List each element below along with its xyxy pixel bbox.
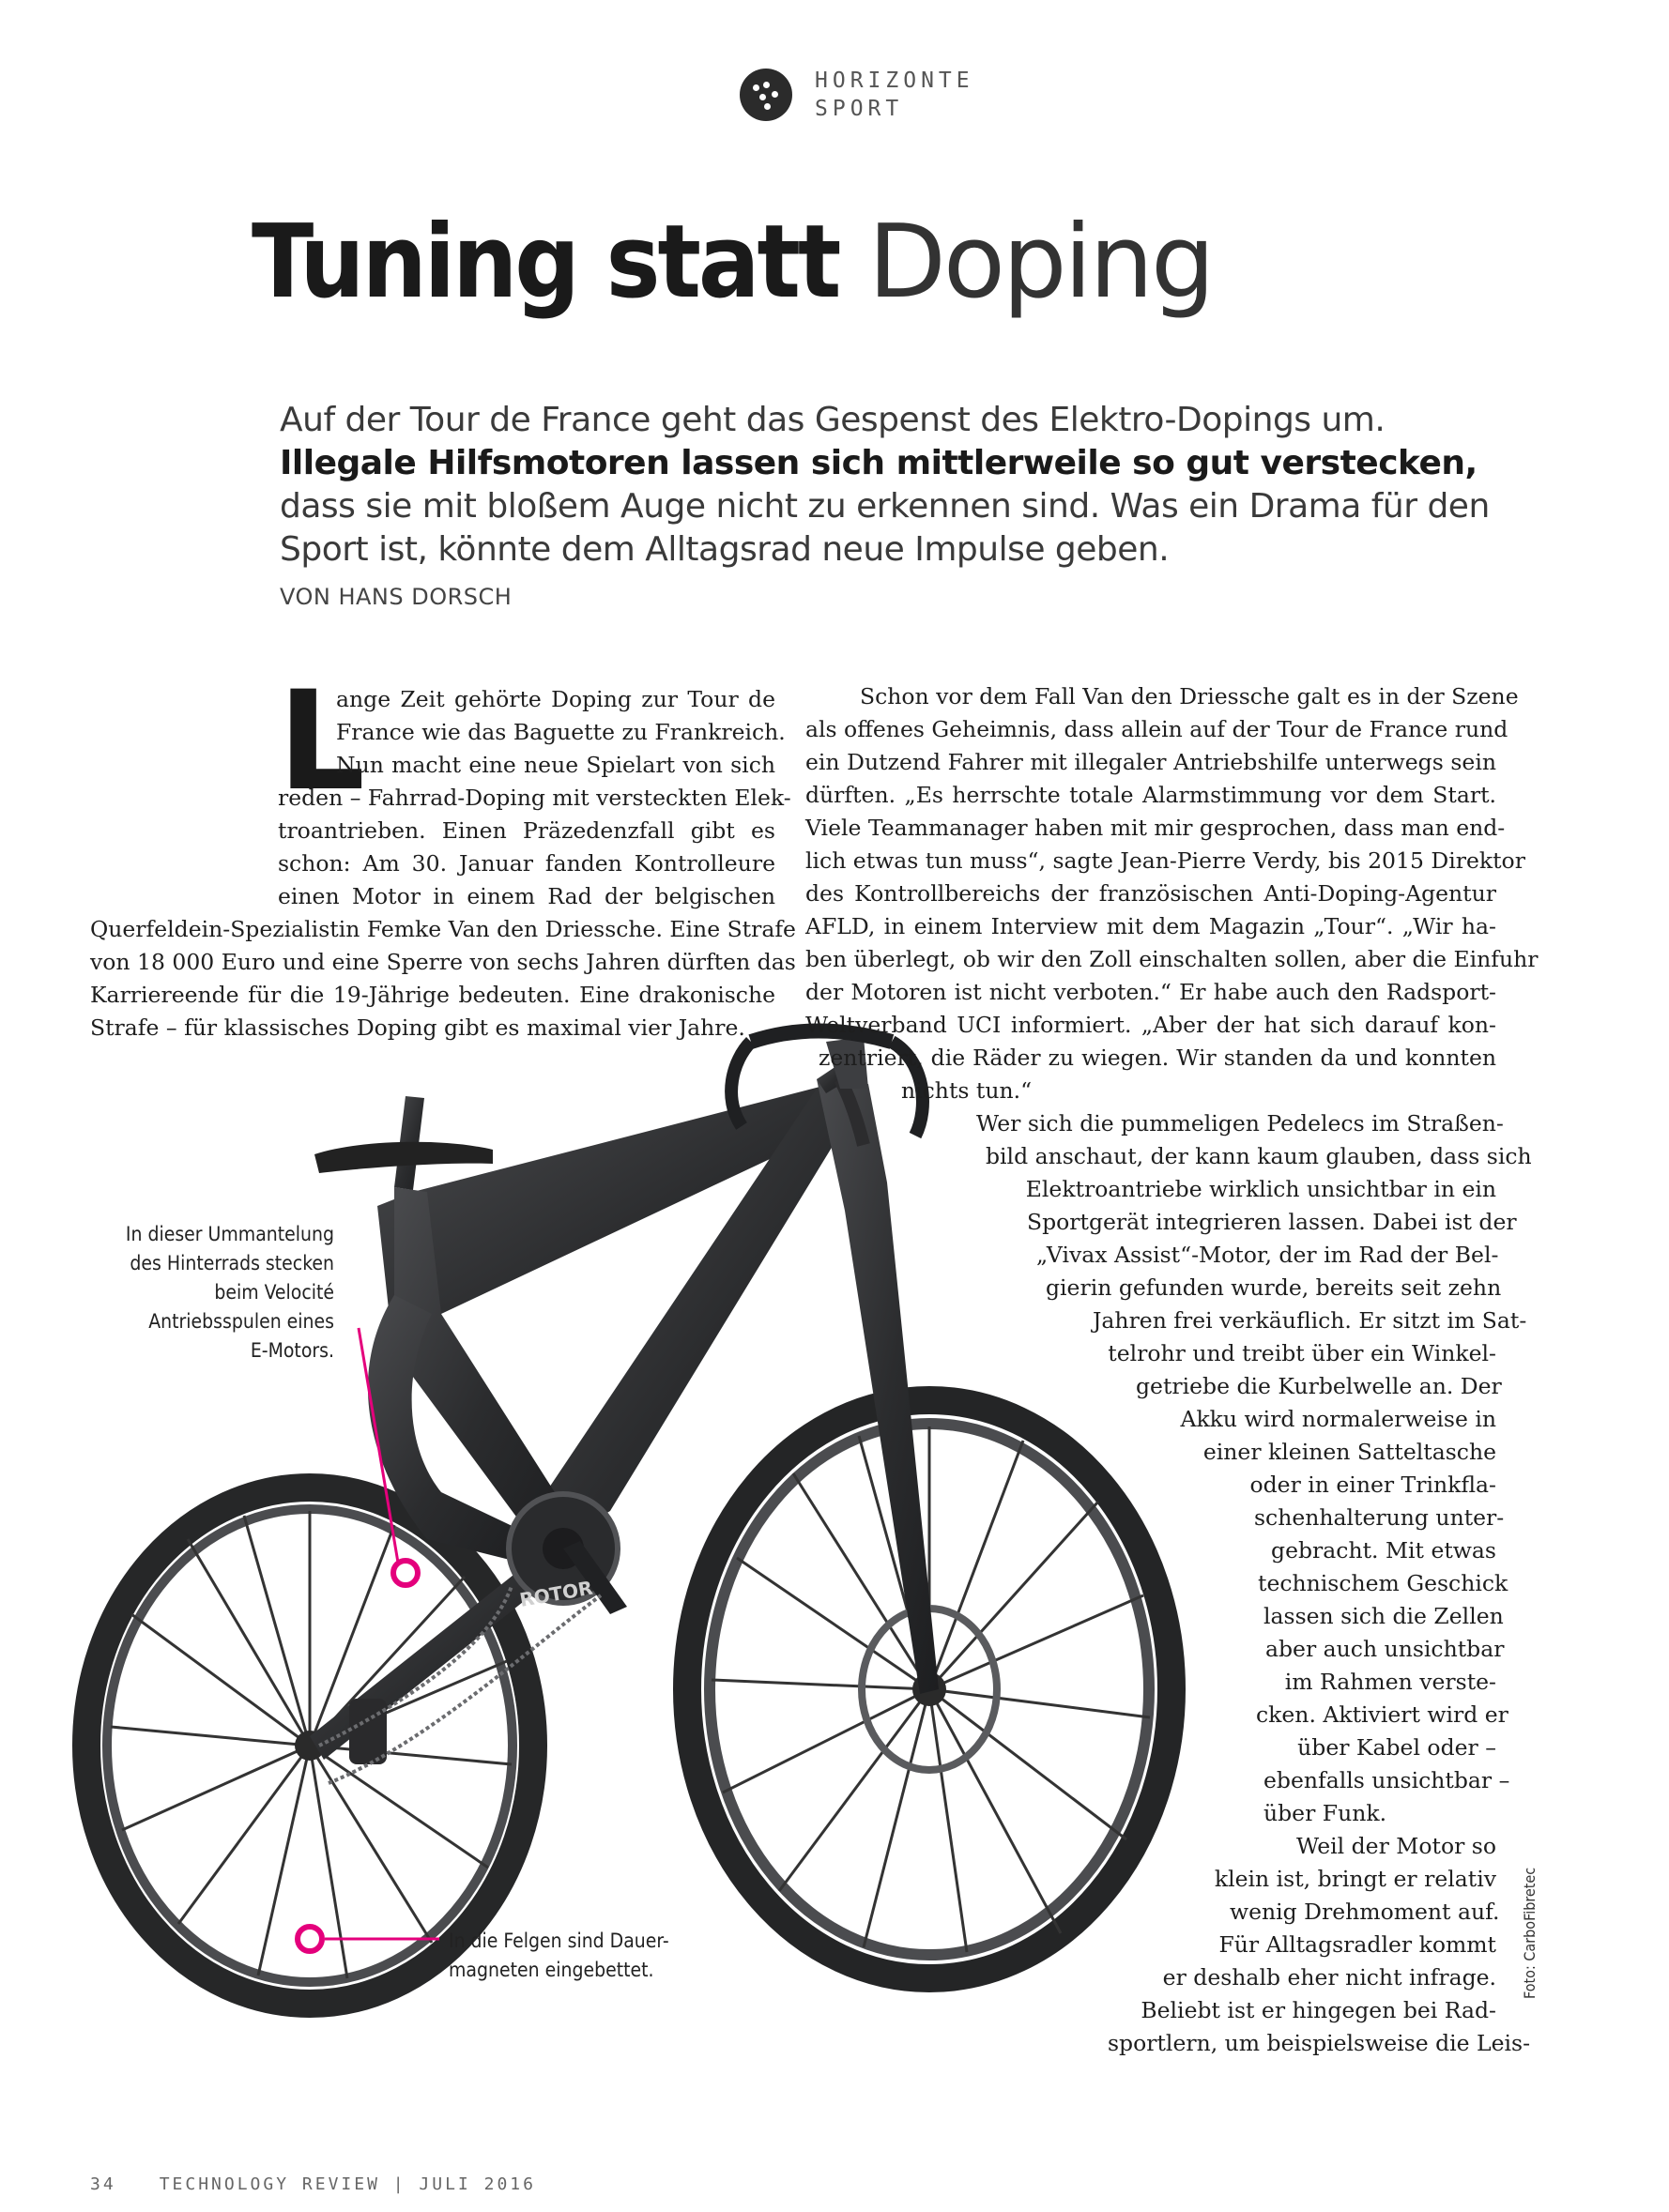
body-line: ein Dutzend Fahrer mit illegaler Antriebshilfe unterwegs sein [805,749,1496,775]
page-number: 34 [90,2174,116,2194]
body-line: gebracht. Mit etwas [1271,1537,1496,1564]
body-line: Nun macht eine neue Spielart von sich [336,752,775,778]
deck-emphasis: Illegale Hilfsmotoren lassen sich mittlerweile so gut verstecken, [280,444,1478,482]
body-line: reden – Fahrrad-Doping mit versteckten Elek- [278,785,791,811]
body-line: technischem Geschick [1258,1570,1508,1596]
body-line: sportlern, um beispielsweise die Leis- [1108,2030,1531,2056]
crank-branding: ROTOR [517,1576,595,1611]
body-line: ben überlegt, ob wir den Zoll einschalten sollen, aber die Einfuhr [805,946,1539,972]
body-line: Akku wird normalerweise in [1180,1406,1496,1432]
body-line: „Vivax Assist“-Motor, der im Rad der Bel- [1036,1242,1499,1268]
body-line: Sportgerät integrieren lassen. Dabei ist der [1027,1209,1517,1235]
body-line: von 18 000 Euro und eine Sperre von sechs Jahren dürften das [90,949,796,975]
body-line: als offenes Geheimnis, dass allein auf der Tour de France rund [805,716,1508,742]
body-line: bild anschaut, der kann kaum glauben, dass sich [986,1143,1532,1169]
body-line: AFLD, in einem Interview mit dem Magazin „Tour“. „Wir ha- [805,913,1496,939]
drop-cap: L [278,662,366,821]
byline: VON HANS DORSCH [280,584,513,610]
body-line: telrohr und treibt über ein Winkel- [1108,1340,1496,1366]
deck-text-1: Auf der Tour de France geht das Gespenst des Elektro-Dopings um. [280,401,1386,439]
body-line: lassen sich die Zellen [1263,1603,1504,1629]
body-line: Beliebt ist er hingegen bei Rad- [1141,1997,1496,2023]
caption-line: des Hinterrads stecken [130,1252,334,1274]
body-line: zentriert, die Räder zu wiegen. Wir standen da und konnten [819,1045,1496,1071]
page-footer [90,2174,536,2194]
body-line: Schon vor dem Fall Van den Driessche galt es in der Szene [860,683,1519,709]
caption-line: magneten eingebettet. [449,1959,654,1981]
body-line: cken. Aktiviert wird er [1256,1701,1508,1728]
section-label-horizonte: HORIZONTE [815,69,974,93]
photo-credit: Foto: CarboFibretec [1521,1867,1539,1999]
body-line: aber auch unsichtbar [1265,1636,1505,1662]
body-line: ebenfalls unsichtbar – [1263,1767,1510,1793]
body-line: Weil der Motor so [1295,1833,1496,1859]
body-line: Karriereende für die 19-Jährige bedeuten. Eine drakonische [90,982,775,1008]
body-line: Weltverband UCI informiert. „Aber der hat sich darauf kon- [805,1012,1496,1038]
caption-line: Antriebsspulen eines [148,1310,334,1333]
body-line: getriebe die Kurbelwelle an. Der [1136,1373,1502,1399]
body-line: einen Motor in einem Rad der belgischen [278,883,775,909]
body-line: Querfeldein-Spezialistin Femke Van den Driessche. Eine Strafe [90,916,796,942]
body-line: ange Zeit gehörte Doping zur Tour de [336,686,775,712]
body-line: über Kabel oder – [1297,1734,1496,1761]
body-line: lich etwas tun muss“, sagte Jean-Pierre Verdy, bis 2015 Direktor [805,847,1525,874]
body-line: France wie das Baguette zu Frankreich. [336,719,786,745]
headline-bold: Tuning statt [252,204,839,321]
body-line: einer kleinen Satteltasche [1202,1439,1496,1465]
body-line: schenhalterung unter- [1254,1504,1505,1531]
body-line: klein ist, bringt er relativ [1214,1866,1496,1892]
headline-light: Doping [867,204,1213,321]
body-line: Elektroantriebe wirklich unsichtbar in ein [1025,1176,1496,1202]
caption-line: E-Motors. [250,1339,334,1362]
body-line: dürften. „Es herrschte totale Alarmstimmung vor dem Start. [805,782,1496,808]
body-line: wenig Drehmoment auf. [1230,1899,1500,1925]
body-line: Für Alltagsradler kommt [1218,1931,1496,1958]
caption-line: In dieser Ummantelung [125,1223,334,1245]
body-line: schon: Am 30. Januar fanden Kontrolleure [278,850,775,877]
body-line: Viele Teammanager haben mit mir gesprochen, dass man end- [805,815,1506,841]
body-line: Wer sich die pummeligen Pedelecs im Straßen- [976,1110,1504,1137]
body-line: über Funk. [1263,1800,1387,1826]
body-line: troantrieben. Einen Präzedenzfall gibt es [278,817,775,844]
caption-rear-wheel [56,1220,334,1365]
publication-line: TECHNOLOGY REVIEW | JULI 2016 [159,2174,536,2194]
caption-line: In die Felgen sind Dauer- [449,1930,669,1952]
body-line: im Rahmen verste- [1284,1669,1496,1695]
body-line: gierin gefunden wurde, bereits seit zehn [1046,1274,1502,1301]
caption-rim-magnets [449,1927,669,1985]
body-line: oder in einer Trinkfla- [1249,1472,1496,1498]
body-line: Jahren frei verkäuflich. Er sitzt im Sat- [1093,1307,1527,1334]
section-label-sport: SPORT [815,97,904,121]
body-line: er deshalb eher nicht infrage. [1162,1964,1496,1991]
body-line: der Motoren ist nicht verboten.“ Er habe auch den Radsport- [805,979,1496,1005]
deck-text-2: dass sie mit bloßem Auge nicht zu erkennen sind. Was ein Drama für den Sport ist, könnte dem Alltagsrad neue Impulse geben. [280,487,1490,569]
body-line: Strafe – für klassisches Doping gibt es maximal vier Jahre. [90,1014,745,1041]
body-line: nichts tun.“ [901,1077,1033,1104]
caption-line: beim Velocité [214,1281,334,1304]
body-line: des Kontrollbereichs der französischen Anti-Doping-Agentur [805,880,1496,907]
